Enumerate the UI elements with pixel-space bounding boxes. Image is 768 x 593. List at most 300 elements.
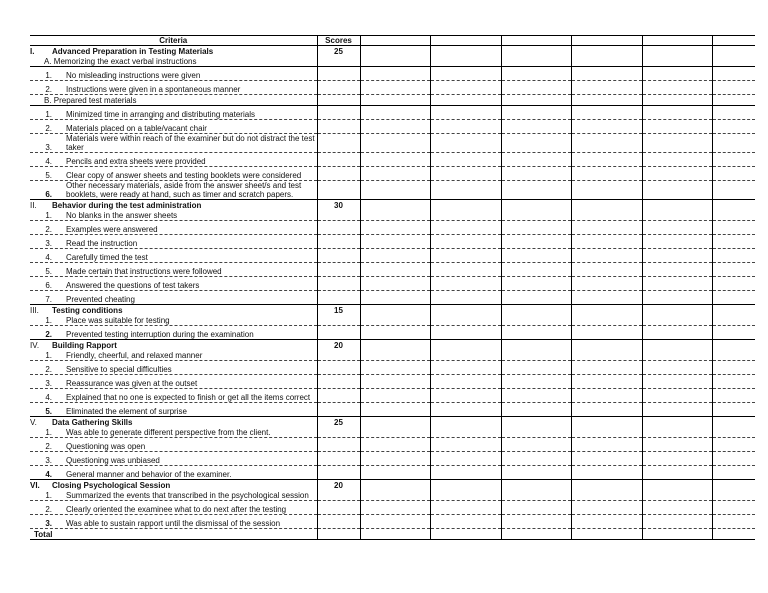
criterion-text: Made certain that instructions were followed (66, 267, 222, 276)
blank-cell (571, 153, 642, 167)
blank-cell (360, 46, 430, 57)
criterion-cell (30, 120, 317, 134)
blank-cell (571, 515, 642, 529)
blank-cell (317, 106, 360, 120)
blank-cell (642, 153, 712, 167)
blank-cell (712, 221, 755, 235)
blank-cell (571, 350, 642, 361)
total-label: Total (30, 529, 317, 540)
blank-cell (712, 46, 755, 57)
criterion-text: Materials placed on a table/vacant chair (66, 124, 207, 133)
criterion-cell (30, 221, 317, 235)
blank-cell (712, 56, 755, 67)
blank-cell (571, 46, 642, 57)
blank-cell (571, 529, 642, 540)
blank-cell (501, 134, 571, 153)
item-number: 1. (45, 110, 52, 119)
blank-cell (430, 361, 501, 375)
blank-cell (712, 315, 755, 326)
blank-cell (317, 452, 360, 466)
criterion-row (30, 167, 755, 181)
criterion-row (30, 67, 755, 81)
item-number: 3. (45, 379, 52, 388)
criterion-text: Examples were answered (66, 225, 158, 234)
blank-cell (360, 56, 430, 67)
blank-cell (712, 340, 755, 351)
section-numeral: III. (30, 306, 39, 315)
criterion-text: No misleading instructions were given (66, 71, 201, 80)
criterion-text: Explained that no one is expected to finish or get all the items correct (66, 393, 311, 402)
blank-cell (642, 181, 712, 200)
blank-cell (430, 417, 501, 428)
criterion-text: Prevented testing interruption during the examination (66, 330, 254, 339)
item-number: 1. (45, 71, 52, 80)
criterion-text: Questioning was unbiased (66, 456, 160, 465)
item-number: 4. (45, 470, 52, 479)
item-number: 5. (45, 407, 52, 416)
item-number: 1. (45, 351, 52, 360)
blank-cell (571, 403, 642, 417)
blank-cell (317, 403, 360, 417)
blank-cell (317, 375, 360, 389)
section-numeral: VI. (30, 481, 40, 490)
blank-cell (501, 36, 571, 46)
criterion-cell (30, 200, 317, 211)
section-score: 20 (317, 340, 360, 351)
item-number: 6. (45, 281, 52, 290)
blank-cell (317, 438, 360, 452)
blank-cell (712, 466, 755, 480)
blank-cell (642, 326, 712, 340)
blank-cell (712, 120, 755, 134)
criterion-text: Was able to sustain rapport until the dismissal of the session (66, 519, 281, 528)
blank-cell (712, 95, 755, 106)
blank-cell (571, 106, 642, 120)
blank-cell (501, 350, 571, 361)
blank-cell (430, 200, 501, 211)
section-score: 20 (317, 480, 360, 491)
blank-cell (360, 291, 430, 305)
blank-cell (501, 81, 571, 95)
item-number: 1. (45, 428, 52, 437)
criterion-cell (30, 501, 317, 515)
blank-cell (360, 452, 430, 466)
criterion-row (30, 210, 755, 221)
criterion-text: Questioning was open (66, 442, 146, 451)
criterion-cell (30, 291, 317, 305)
blank-cell (317, 221, 360, 235)
blank-cell (430, 56, 501, 67)
blank-cell (712, 235, 755, 249)
criterion-cell (30, 340, 317, 351)
blank-cell (571, 490, 642, 501)
total-row (30, 529, 755, 540)
blank-cell (360, 315, 430, 326)
criterion-cell (30, 263, 317, 277)
item-number: 3. (45, 519, 52, 528)
criterion-cell (30, 480, 317, 491)
blank-cell (712, 490, 755, 501)
criterion-cell (30, 181, 317, 200)
blank-cell (642, 200, 712, 211)
criterion-row (30, 452, 755, 466)
section-row (30, 46, 755, 57)
section-title: Testing conditions (52, 306, 123, 315)
item-number: 6. (45, 190, 52, 199)
criterion-cell (30, 134, 317, 153)
blank-cell (430, 210, 501, 221)
blank-cell (430, 167, 501, 181)
blank-cell (712, 210, 755, 221)
item-number: 3. (45, 239, 52, 248)
criterion-cell (30, 350, 317, 361)
blank-cell (501, 221, 571, 235)
blank-cell (430, 326, 501, 340)
blank-cell (571, 480, 642, 491)
blank-cell (360, 361, 430, 375)
item-number: 4. (45, 393, 52, 402)
blank-cell (642, 210, 712, 221)
blank-cell (360, 515, 430, 529)
blank-cell (642, 490, 712, 501)
criterion-row (30, 403, 755, 417)
blank-cell (571, 277, 642, 291)
criterion-row (30, 466, 755, 480)
blank-cell (642, 515, 712, 529)
criterion-cell (30, 305, 317, 316)
blank-cell (712, 403, 755, 417)
item-number: 2. (45, 225, 52, 234)
blank-cell (712, 417, 755, 428)
group-row (30, 56, 755, 67)
blank-cell (501, 452, 571, 466)
blank-cell (501, 389, 571, 403)
blank-cell (712, 389, 755, 403)
item-number: 5. (45, 171, 52, 180)
blank-cell (430, 529, 501, 540)
item-number: 2. (45, 505, 52, 514)
item-number: 2. (45, 365, 52, 374)
blank-cell (430, 315, 501, 326)
blank-cell (501, 153, 571, 167)
blank-cell (360, 350, 430, 361)
blank-cell (360, 134, 430, 153)
blank-cell (501, 501, 571, 515)
blank-cell (430, 249, 501, 263)
blank-cell (317, 427, 360, 438)
blank-cell (642, 277, 712, 291)
item-number: 1. (45, 211, 52, 220)
blank-cell (642, 221, 712, 235)
blank-cell (360, 277, 430, 291)
criterion-cell (30, 81, 317, 95)
blank-cell (571, 305, 642, 316)
criterion-text: Summarized the events that transcribed in the psychological session (66, 491, 309, 500)
blank-cell (642, 56, 712, 67)
criterion-text: General manner and behavior of the examiner. (66, 470, 232, 479)
blank-cell (360, 263, 430, 277)
blank-cell (430, 291, 501, 305)
blank-cell (712, 263, 755, 277)
criterion-text: Friendly, cheerful, and relaxed manner (66, 351, 203, 360)
criterion-row (30, 221, 755, 235)
criterion-row (30, 389, 755, 403)
blank-cell (360, 200, 430, 211)
criterion-row (30, 490, 755, 501)
blank-cell (317, 501, 360, 515)
blank-cell (360, 427, 430, 438)
criterion-text: Read the instruction (66, 239, 138, 248)
blank-cell (501, 95, 571, 106)
blank-cell (642, 350, 712, 361)
header-row (30, 36, 755, 46)
blank-cell (712, 480, 755, 491)
blank-cell (501, 490, 571, 501)
item-number: 2. (45, 442, 52, 451)
blank-cell (571, 263, 642, 277)
criterion-cell (30, 515, 317, 529)
blank-cell (642, 427, 712, 438)
group-row (30, 95, 755, 106)
section-score: 15 (317, 305, 360, 316)
criterion-cell (30, 153, 317, 167)
blank-cell (571, 326, 642, 340)
blank-cell (317, 167, 360, 181)
blank-cell (501, 46, 571, 57)
criteria-header: Criteria (30, 36, 317, 46)
criterion-row (30, 361, 755, 375)
section-row (30, 480, 755, 491)
blank-cell (430, 106, 501, 120)
blank-cell (642, 36, 712, 46)
section-numeral: IV. (30, 341, 40, 350)
blank-cell (642, 249, 712, 263)
criterion-text: Materials were within reach of the examiner but do not distract the test taker (66, 134, 315, 152)
criterion-row (30, 315, 755, 326)
blank-cell (430, 134, 501, 153)
blank-cell (360, 210, 430, 221)
blank-cell (501, 277, 571, 291)
section-score: 30 (317, 200, 360, 211)
blank-cell (317, 67, 360, 81)
criterion-row (30, 277, 755, 291)
criterion-cell (30, 417, 317, 428)
blank-cell (360, 326, 430, 340)
criterion-text: Eliminated the element of surprise (66, 407, 187, 416)
blank-cell (430, 389, 501, 403)
section-row (30, 200, 755, 211)
criterion-text: Sensitive to special difficulties (66, 365, 172, 374)
blank-cell (501, 326, 571, 340)
blank-cell (642, 438, 712, 452)
blank-cell (501, 200, 571, 211)
blank-cell (712, 200, 755, 211)
blank-cell (360, 95, 430, 106)
section-title: Closing Psychological Session (52, 481, 171, 490)
blank-cell (317, 515, 360, 529)
criterion-row (30, 235, 755, 249)
criterion-text: Place was suitable for testing (66, 316, 170, 325)
section-score: 25 (317, 46, 360, 57)
blank-cell (360, 235, 430, 249)
blank-cell (360, 305, 430, 316)
item-number: 4. (45, 253, 52, 262)
blank-cell (712, 249, 755, 263)
criterion-cell (30, 427, 317, 438)
blank-cell (642, 375, 712, 389)
section-title: Building Rapport (52, 341, 117, 350)
criterion-text: Instructions were given in a spontaneous manner (66, 85, 241, 94)
blank-cell (501, 480, 571, 491)
blank-cell (712, 134, 755, 153)
blank-cell (317, 153, 360, 167)
blank-cell (501, 466, 571, 480)
criterion-cell (30, 438, 317, 452)
blank-cell (571, 210, 642, 221)
blank-cell (360, 81, 430, 95)
blank-cell (642, 529, 712, 540)
criterion-row (30, 134, 755, 153)
blank-cell (430, 466, 501, 480)
blank-cell (430, 490, 501, 501)
blank-cell (317, 134, 360, 153)
blank-cell (571, 291, 642, 305)
criterion-cell (30, 210, 317, 221)
section-title: Data Gathering Skills (52, 418, 133, 427)
blank-cell (571, 315, 642, 326)
section-numeral: II. (30, 201, 37, 210)
blank-cell (642, 120, 712, 134)
blank-cell (642, 403, 712, 417)
blank-cell (360, 417, 430, 428)
criterion-row (30, 106, 755, 120)
section-row (30, 340, 755, 351)
blank-cell (571, 56, 642, 67)
criterion-row (30, 350, 755, 361)
blank-cell (642, 361, 712, 375)
blank-cell (430, 181, 501, 200)
blank-cell (712, 291, 755, 305)
blank-cell (712, 438, 755, 452)
criterion-cell (30, 167, 317, 181)
evaluation-sheet (30, 35, 755, 540)
blank-cell (501, 403, 571, 417)
blank-cell (642, 340, 712, 351)
blank-cell (430, 277, 501, 291)
criterion-cell (30, 326, 317, 340)
blank-cell (317, 181, 360, 200)
blank-cell (642, 106, 712, 120)
section-row (30, 417, 755, 428)
blank-cell (712, 277, 755, 291)
blank-cell (571, 249, 642, 263)
section-title: Behavior during the test administration (52, 201, 202, 210)
blank-cell (317, 235, 360, 249)
blank-cell (642, 417, 712, 428)
section-row (30, 305, 755, 316)
criterion-row (30, 153, 755, 167)
blank-cell (642, 95, 712, 106)
blank-cell (642, 263, 712, 277)
blank-cell (360, 221, 430, 235)
blank-cell (360, 438, 430, 452)
criterion-cell (30, 466, 317, 480)
blank-cell (571, 340, 642, 351)
criterion-row (30, 427, 755, 438)
criterion-text: Clear copy of answer sheets and testing booklets were considered (66, 171, 302, 180)
blank-cell (430, 67, 501, 81)
criterion-row (30, 81, 755, 95)
blank-cell (642, 134, 712, 153)
item-number: 1. (45, 491, 52, 500)
blank-cell (571, 120, 642, 134)
blank-cell (430, 95, 501, 106)
blank-cell (571, 452, 642, 466)
item-number: 5. (45, 267, 52, 276)
blank-cell (430, 438, 501, 452)
criterion-row (30, 501, 755, 515)
blank-cell (642, 452, 712, 466)
blank-cell (317, 277, 360, 291)
blank-cell (360, 389, 430, 403)
blank-cell (317, 490, 360, 501)
item-number: 3. (45, 456, 52, 465)
blank-cell (571, 221, 642, 235)
blank-cell (430, 427, 501, 438)
blank-cell (571, 235, 642, 249)
blank-cell (571, 361, 642, 375)
blank-cell (430, 340, 501, 351)
blank-cell (360, 181, 430, 200)
blank-cell (501, 249, 571, 263)
blank-cell (430, 501, 501, 515)
blank-cell (501, 291, 571, 305)
blank-cell (712, 529, 755, 540)
blank-cell (712, 153, 755, 167)
criterion-text: Carefully timed the test (66, 253, 148, 262)
blank-cell (501, 106, 571, 120)
blank-cell (430, 36, 501, 46)
criterion-cell (30, 361, 317, 375)
blank-cell (642, 466, 712, 480)
blank-cell (501, 235, 571, 249)
blank-cell (712, 501, 755, 515)
blank-cell (430, 350, 501, 361)
blank-cell (571, 438, 642, 452)
blank-cell (360, 36, 430, 46)
item-number: 2. (45, 124, 52, 133)
section-numeral: V. (30, 418, 37, 427)
blank-cell (712, 305, 755, 316)
blank-cell (642, 81, 712, 95)
blank-cell (642, 315, 712, 326)
blank-cell (571, 134, 642, 153)
blank-cell (501, 210, 571, 221)
group-label: B. Prepared test materials (30, 95, 317, 106)
blank-cell (712, 326, 755, 340)
blank-cell (642, 46, 712, 57)
scores-header: Scores (317, 36, 360, 46)
blank-cell (317, 120, 360, 134)
blank-cell (317, 389, 360, 403)
blank-cell (501, 120, 571, 134)
blank-cell (712, 515, 755, 529)
criterion-text: Minimized time in arranging and distributing materials (66, 110, 255, 119)
blank-cell (360, 120, 430, 134)
blank-cell (571, 501, 642, 515)
blank-cell (360, 480, 430, 491)
blank-cell (430, 403, 501, 417)
